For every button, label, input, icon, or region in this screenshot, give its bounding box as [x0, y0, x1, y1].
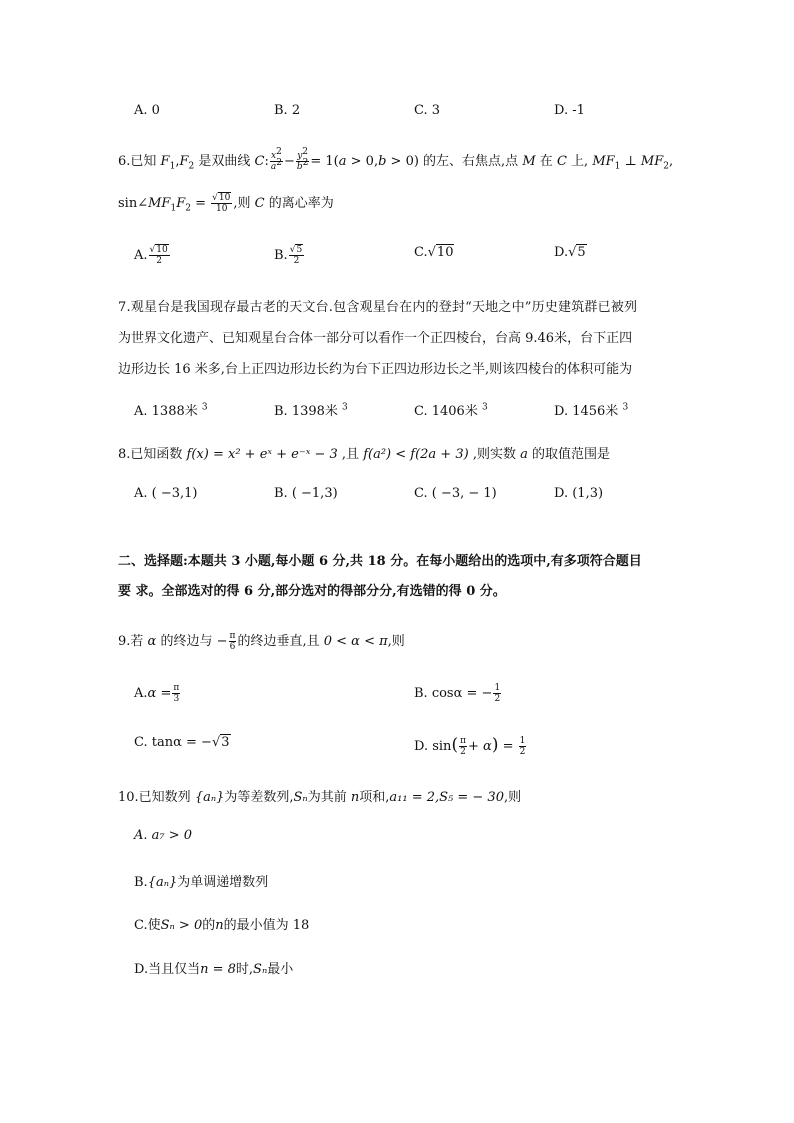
section2-line1: 二、选择题:本题共 3 小题,每小题 6 分,共 18 分。在每小题给出的选项中,有多项符合题目: [118, 554, 642, 569]
q6-option-d: D.√5: [554, 245, 586, 260]
q7-option-c: C. 1406米 $^3$: [414, 402, 488, 419]
q9-option-b: B. cosα = − $\frac{1}{2}$: [414, 683, 501, 704]
q7-stem-line1: 7.观星台是我国现存最古老的天文台.包含观星台在内的登封“天地之中”历史建筑群已被列: [118, 300, 638, 315]
q5-options: [0, 103, 794, 127]
q8-options: [0, 486, 794, 510]
q6-option-c: C.√10: [414, 245, 454, 260]
q6-stem-line2: $\sin\angle MF_1F_2$ = $\frac{√10}{10}$ ,则 C 的离心率为: [118, 193, 334, 214]
q7-stem-line3: 边形边长 16 米多,台上正四边形边长约为台下正四边形边长之半,则该四棱台的体积可能为: [118, 362, 633, 377]
q8-option-b: B. ( −1,3): [274, 486, 338, 501]
section2-line2: 要 求。全部选对的得 6 分,部分选对的得部分分,有选错的得 0 分。: [118, 584, 506, 599]
q8-stem: 8.已知函数 f(x) = x² + eˣ + e⁻ˣ − 3 ,且 f(a²) < f(2a + 3) ,则实数 a 的取值范围是: [118, 447, 611, 462]
q10-option-c: C.使Sₙ > 0的n的最小值为 18: [134, 918, 310, 933]
q7-option-d: D. 1456米 $^3$: [554, 402, 629, 419]
q10-option-d: D.当且仅当n = 8时,Sₙ最小: [134, 962, 294, 977]
q10-stem: 10.已知数列 {aₙ}为等差数列,Sₙ为其前 n项和,a₁₁ = 2,S₅ = − 30,则: [118, 790, 522, 805]
q9-stem: 9.若 α 的终边与 − $\frac{\pi}{6}$ 的终边垂直,且 0 < α < π,则: [118, 631, 405, 652]
q9-option-a: A.α = $\frac{\pi}{3}$: [134, 683, 180, 704]
q10-option-a: A. a₇ > 0: [134, 828, 193, 843]
q6-frac-y2b2: $\frac{y^2}{b^2}$: [296, 147, 309, 172]
q9-options-row2: [0, 735, 794, 759]
q7-options: [0, 400, 794, 424]
q8-option-c: C. ( −3, − 1): [414, 486, 497, 501]
q5-option-d: D. -1: [554, 103, 585, 118]
q6-stem-line1: 6.已知 $F_1,F_2$ 是双曲线 C: $\frac{x^2}{a^2}$ − $\frac{y^2}{b^2}$ = 1(a > 0,b > 0) 的左、右焦点,点 M 在 C 上, $MF_1$ ⊥ $MF_2$,: [118, 147, 674, 172]
q6-frac-sqrt10-10: $\frac{√10}{10}$: [212, 193, 231, 214]
q10-option-b: B.{aₙ}为单调递增数列: [134, 875, 269, 890]
q6-frac-x2a2: $\frac{x^2}{a^2}$: [270, 147, 282, 172]
q9-options-row1: [0, 683, 794, 707]
q8-option-d: D. (1,3): [554, 486, 604, 501]
q6-options: [0, 245, 794, 269]
q7-option-b: B. 1398米 $^3$: [274, 402, 348, 419]
q6-option-b: B. $\frac{√5}{2}$: [274, 245, 303, 266]
q9-option-d: D. sin( $\frac{\pi}{2}$ + α) = $\frac{1}{2}$: [414, 735, 526, 757]
q6-option-a: A. $\frac{√10}{2}$: [134, 245, 168, 266]
q5-option-b: B. 2: [274, 103, 301, 118]
q9-option-c: C. tanα = −√3: [134, 735, 230, 750]
q5-option-c: C. 3: [414, 103, 441, 118]
q8-option-a: A. ( −3,1): [134, 486, 198, 501]
q7-stem-line2: 为世界文化遗产、已知观星台合体一部分可以看作一个正四棱台，台高 9.46米，台下正四: [118, 331, 633, 346]
q7-option-a: A. 1388米 $^3$: [134, 402, 208, 419]
q5-option-a: A. 0: [134, 103, 160, 118]
